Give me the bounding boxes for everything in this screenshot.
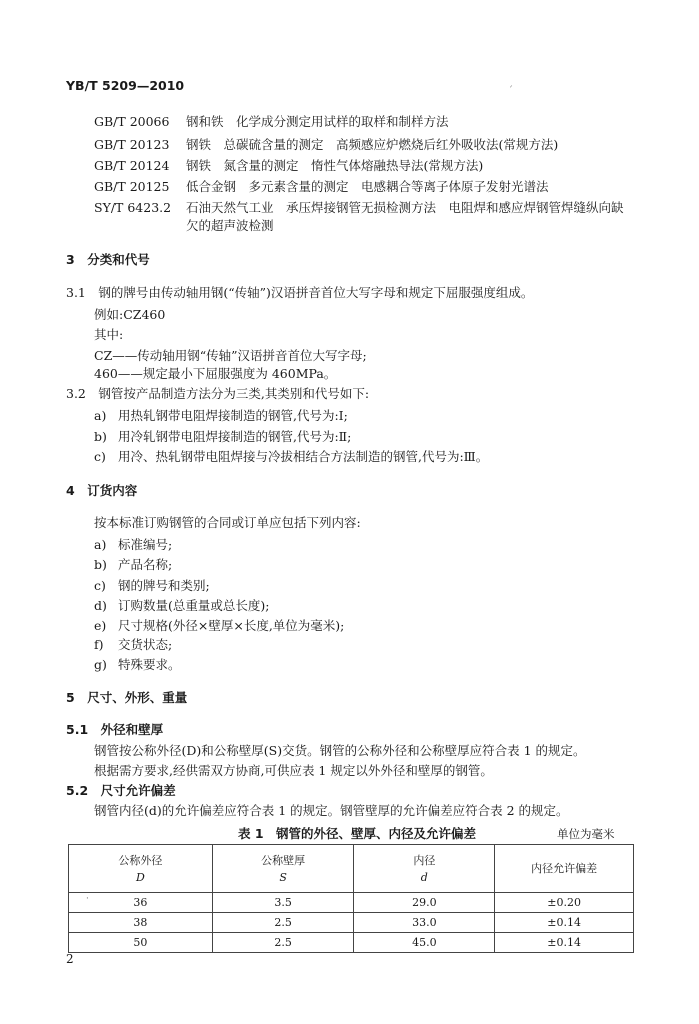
ref-title: 低合金钢 多元素含量的测定 电感耦合等离子体原子发射光谱法 <box>186 179 549 194</box>
header-symbol: d <box>420 870 428 884</box>
table-cell: 3.5 <box>212 893 354 913</box>
clause-5-1-para-2: 根据需方要求,经供需双方协商,可供应表 1 规定以外外径和壁厚的钢管。 <box>94 763 493 778</box>
list-item <box>94 576 210 594</box>
ref-title: 钢铁 氮含量的测定 惰性气体熔融热导法(常规方法) <box>186 158 484 173</box>
ref-title: 石油天然气工业 承压焊接钢管无损检测方法 电阻焊和感应焊钢管焊缝纵向缺 <box>186 200 624 215</box>
ref-item <box>94 198 624 218</box>
list-marker: e) <box>94 618 107 633</box>
ref-item <box>94 177 549 197</box>
definition-cz: CZ——传动轴用钢“传轴”汉语拼音首位大写字母; <box>94 348 367 363</box>
list-marker: g) <box>94 657 107 672</box>
ref-code: GB/T 20125 <box>94 179 170 194</box>
list-item <box>94 655 181 673</box>
table-cell: 29.0 <box>354 893 495 913</box>
ref-code: SY/T 6423.2 <box>94 200 172 215</box>
clause-5-1-title: 5.1 外径和壁厚 <box>66 722 164 737</box>
ref-item <box>94 156 483 176</box>
table-cell: 50 <box>69 933 213 953</box>
list-marker: b) <box>94 429 107 444</box>
table-row <box>69 933 634 953</box>
header-label: 公称外径 <box>118 853 163 867</box>
standard-header: YB/T 5209—2010 <box>66 78 185 93</box>
ref-item <box>94 135 558 155</box>
list-marker: c) <box>94 578 106 593</box>
list-text: 标准编号; <box>118 537 173 552</box>
list-text: 用冷轧钢带电阻焊接制造的钢管,代号为:Ⅱ; <box>118 429 352 444</box>
list-marker: a) <box>94 408 107 423</box>
table-caption: 表 1 钢管的外径、壁厚、内径及允许偏差 <box>238 826 477 841</box>
list-item <box>94 555 172 573</box>
header-symbol: D <box>135 870 145 884</box>
table-cell: ±0.20 <box>495 893 634 913</box>
clause-5-2-para: 钢管内径(d)的允许偏差应符合表 1 的规定。钢管壁厚的允许偏差应符合表 2 的规定。 <box>94 803 569 818</box>
table-cell: 45.0 <box>354 933 495 953</box>
list-item <box>94 406 348 424</box>
list-text: 订购数量(总重量或总长度); <box>118 598 270 613</box>
clause-3-1: 3.1 钢的牌号由传动轴用钢(“传轴”)汉语拼音首位大写字母和规定下屈服强度组成。 <box>66 285 534 300</box>
example-text: 例如:CZ460 <box>94 307 166 322</box>
header-label: 公称壁厚 <box>261 853 306 867</box>
definition-460: 460——规定最小下屈服强度为 460MPa。 <box>94 366 337 381</box>
header-label: 内径 <box>413 853 436 867</box>
list-text: 特殊要求。 <box>118 657 181 672</box>
header-inner-diameter-tolerance <box>495 845 634 893</box>
list-item <box>94 635 172 653</box>
table-header-row <box>69 845 634 893</box>
list-item <box>94 427 351 445</box>
header-symbol: S <box>279 870 287 884</box>
order-intro: 按本标准订购钢管的合同或订单应包括下列内容: <box>94 515 361 530</box>
list-marker: b) <box>94 557 107 572</box>
header-outer-diameter <box>69 845 213 893</box>
scan-mark: · <box>86 894 89 904</box>
clause-5-2-title: 5.2 尺寸允许偏差 <box>66 783 176 798</box>
list-item <box>94 616 344 634</box>
dimension-table <box>68 844 634 953</box>
page-number: 2 <box>66 952 74 966</box>
ref-code: GB/T 20123 <box>94 137 170 152</box>
clause-5-1-para-1: 钢管按公称外径(D)和公称壁厚(S)交货。钢管的公称外径和公称壁厚应符合表 1 的规定。 <box>94 743 586 758</box>
list-item <box>94 535 172 553</box>
table-row <box>69 893 634 913</box>
scan-mark: ˊ <box>508 86 513 97</box>
list-text: 产品名称; <box>118 557 173 572</box>
list-item <box>94 596 269 614</box>
header-inner-diameter <box>354 845 495 893</box>
ref-code: GB/T 20066 <box>94 114 170 129</box>
ref-item <box>94 112 449 132</box>
list-text: 交货状态; <box>118 637 173 652</box>
table-cell: 38 <box>69 913 213 933</box>
header-wall-thickness <box>212 845 354 893</box>
table-cell: 33.0 <box>354 913 495 933</box>
list-marker: c) <box>94 449 106 464</box>
table-cell: ±0.14 <box>495 913 634 933</box>
ref-code: GB/T 20124 <box>94 158 170 173</box>
section-3-title: 3 分类和代号 <box>66 252 150 267</box>
ref-title: 钢和铁 化学成分测定用试样的取样和制样方法 <box>186 114 449 129</box>
table-cell: 36 <box>69 893 213 913</box>
list-marker: a) <box>94 537 107 552</box>
table-cell: ±0.14 <box>495 933 634 953</box>
list-text: 用冷、热轧钢带电阻焊接与冷拔相结合方法制造的钢管,代号为:Ⅲ。 <box>118 449 489 464</box>
table-row <box>69 913 634 933</box>
list-marker: d) <box>94 598 107 613</box>
section-4-title: 4 订货内容 <box>66 483 138 498</box>
ref-title: 钢铁 总碳硫含量的测定 高频感应炉燃烧后红外吸收法(常规方法) <box>186 137 559 152</box>
ref-title-continued: 欠的超声波检测 <box>186 218 274 233</box>
list-marker: f) <box>94 637 104 652</box>
header-label: 内径允许偏差 <box>531 862 598 875</box>
list-text: 尺寸规格(外径×壁厚×长度,单位为毫米); <box>118 618 345 633</box>
list-text: 钢的牌号和类别; <box>118 578 210 593</box>
table-unit: 单位为毫米 <box>557 827 615 841</box>
section-5-title: 5 尺寸、外形、重量 <box>66 690 188 705</box>
list-text: 用热轧钢带电阻焊接制造的钢管,代号为:Ⅰ; <box>118 408 348 423</box>
clause-3-2: 3.2 钢管按产品制造方法分为三类,其类别和代号如下: <box>66 386 370 401</box>
among-text: 其中: <box>94 327 124 342</box>
table-cell: 2.5 <box>212 933 354 953</box>
list-item <box>94 447 488 465</box>
table-cell: 2.5 <box>212 913 354 933</box>
